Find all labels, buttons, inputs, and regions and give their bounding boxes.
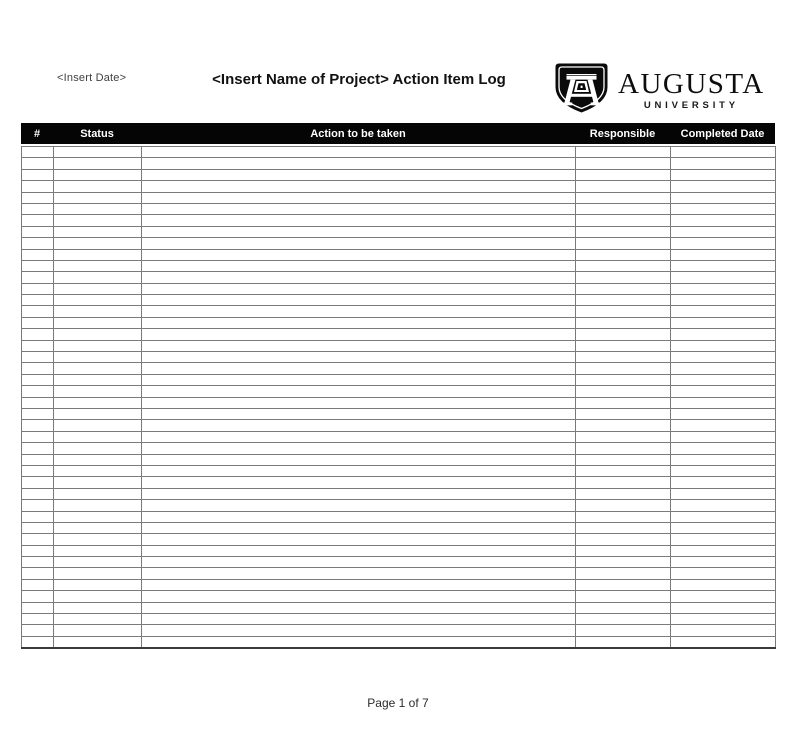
table-row [22,203,776,214]
empty-cell[interactable] [54,249,142,260]
empty-cell[interactable] [54,340,142,351]
empty-cell[interactable] [671,147,776,158]
empty-cell[interactable] [142,477,576,488]
empty-cell[interactable] [22,591,54,602]
empty-cell[interactable] [54,397,142,408]
empty-cell[interactable] [576,545,671,556]
empty-cell[interactable] [576,238,671,249]
table-row [22,317,776,328]
empty-cell[interactable] [54,203,142,214]
empty-cell[interactable] [576,374,671,385]
table-row [22,363,776,374]
empty-cell[interactable] [671,397,776,408]
empty-cell[interactable] [142,522,576,533]
empty-cell[interactable] [54,329,142,340]
empty-cell[interactable] [142,488,576,499]
table-row [22,158,776,169]
empty-cell[interactable] [142,169,576,180]
empty-cell[interactable] [671,352,776,363]
empty-cell[interactable] [142,306,576,317]
empty-cell[interactable] [54,147,142,158]
table-row [22,215,776,226]
table-row [22,386,776,397]
table-row [22,272,776,283]
empty-cell[interactable] [142,386,576,397]
table-row [22,181,776,192]
empty-cell[interactable] [671,283,776,294]
empty-cell[interactable] [22,534,54,545]
logo-institution-subname: UNIVERSITY [643,100,739,111]
empty-cell[interactable] [54,317,142,328]
empty-cell[interactable] [142,272,576,283]
table-row [22,636,776,647]
empty-cell[interactable] [576,260,671,271]
empty-cell[interactable] [54,408,142,419]
column-header-status: Status [80,127,114,140]
logo-wordmark [618,68,765,111]
empty-cell[interactable] [142,591,576,602]
empty-cell[interactable] [22,636,54,647]
empty-cell[interactable] [22,317,54,328]
log-table-grid [21,146,776,649]
empty-cell[interactable] [142,352,576,363]
empty-cell[interactable] [576,431,671,442]
empty-cell[interactable] [54,636,142,647]
empty-cell[interactable] [142,340,576,351]
empty-cell[interactable] [22,374,54,385]
empty-cell[interactable] [576,579,671,590]
empty-cell[interactable] [54,420,142,431]
empty-cell[interactable] [576,158,671,169]
empty-cell[interactable] [576,614,671,625]
empty-cell[interactable] [22,477,54,488]
column-header-responsible: Responsible [589,127,656,140]
empty-cell[interactable] [142,443,576,454]
empty-cell[interactable] [22,408,54,419]
table-row [22,465,776,476]
empty-cell[interactable] [54,591,142,602]
empty-cell[interactable] [576,500,671,511]
table-row [22,260,776,271]
empty-cell[interactable] [142,363,576,374]
table-row [22,545,776,556]
table-row [22,522,776,533]
logo-institution-name: AUGUSTA [618,68,765,100]
empty-cell[interactable] [142,545,576,556]
empty-cell[interactable] [671,215,776,226]
empty-cell[interactable] [22,340,54,351]
empty-cell[interactable] [142,283,576,294]
empty-cell[interactable] [142,420,576,431]
empty-cell[interactable] [142,215,576,226]
empty-cell[interactable] [576,465,671,476]
empty-cell[interactable] [54,579,142,590]
empty-cell[interactable] [671,158,776,169]
empty-cell[interactable] [54,158,142,169]
table-row [22,295,776,306]
empty-cell[interactable] [576,329,671,340]
page-number-label: Page 1 of 7 [367,696,429,710]
empty-cell[interactable] [576,420,671,431]
empty-cell[interactable] [671,181,776,192]
empty-cell[interactable] [54,443,142,454]
empty-cell[interactable] [54,295,142,306]
table-row [22,420,776,431]
empty-cell[interactable] [671,408,776,419]
column-header-number: # [33,127,41,140]
empty-cell[interactable] [576,295,671,306]
empty-cell[interactable] [142,431,576,442]
empty-cell[interactable] [22,625,54,636]
empty-cell[interactable] [22,272,54,283]
empty-cell[interactable] [142,408,576,419]
empty-cell[interactable] [671,488,776,499]
empty-cell[interactable] [671,579,776,590]
empty-cell[interactable] [54,226,142,237]
empty-cell[interactable] [22,329,54,340]
empty-cell[interactable] [22,545,54,556]
empty-cell[interactable] [54,363,142,374]
table-row [22,397,776,408]
empty-cell[interactable] [22,614,54,625]
empty-cell[interactable] [671,511,776,522]
empty-cell[interactable] [671,602,776,613]
empty-cell[interactable] [576,317,671,328]
empty-cell[interactable] [22,568,54,579]
empty-cell[interactable] [54,283,142,294]
empty-cell[interactable] [671,306,776,317]
empty-cell[interactable] [576,192,671,203]
empty-cell[interactable] [671,374,776,385]
table-row [22,488,776,499]
empty-cell[interactable] [54,169,142,180]
table-row [22,169,776,180]
empty-cell[interactable] [671,625,776,636]
empty-cell[interactable] [671,500,776,511]
empty-cell[interactable] [576,488,671,499]
empty-cell[interactable] [671,329,776,340]
empty-cell[interactable] [576,591,671,602]
empty-cell[interactable] [142,329,576,340]
empty-cell[interactable] [22,181,54,192]
empty-cell[interactable] [576,636,671,647]
empty-cell[interactable] [576,283,671,294]
empty-cell[interactable] [671,226,776,237]
empty-cell[interactable] [54,465,142,476]
empty-cell[interactable] [54,374,142,385]
table-row [22,192,776,203]
empty-cell[interactable] [22,226,54,237]
empty-cell[interactable] [142,511,576,522]
augusta-shield-arch-icon [554,62,609,114]
empty-cell[interactable] [576,306,671,317]
empty-cell[interactable] [671,454,776,465]
empty-cell[interactable] [22,295,54,306]
empty-cell[interactable] [576,272,671,283]
table-row [22,374,776,385]
empty-cell[interactable] [576,181,671,192]
empty-cell[interactable] [54,522,142,533]
document-title[interactable]: <Insert Name of Project> Action Item Log [212,71,506,88]
empty-cell[interactable] [22,260,54,271]
table-row [22,147,776,158]
empty-cell[interactable] [576,340,671,351]
empty-cell[interactable] [54,192,142,203]
empty-cell[interactable] [671,465,776,476]
empty-cell[interactable] [142,454,576,465]
empty-cell[interactable] [671,431,776,442]
empty-cell[interactable] [54,625,142,636]
empty-cell[interactable] [54,306,142,317]
table-row [22,352,776,363]
log-table-body [22,147,776,648]
empty-cell[interactable] [54,215,142,226]
empty-cell[interactable] [671,534,776,545]
empty-cell[interactable] [671,614,776,625]
empty-cell[interactable] [22,215,54,226]
empty-cell[interactable] [142,465,576,476]
empty-cell[interactable] [576,511,671,522]
empty-cell[interactable] [576,477,671,488]
empty-cell[interactable] [142,636,576,647]
empty-cell[interactable] [671,557,776,568]
empty-cell[interactable] [576,363,671,374]
empty-cell[interactable] [671,636,776,647]
empty-cell[interactable] [142,192,576,203]
empty-cell[interactable] [22,431,54,442]
empty-cell[interactable] [142,614,576,625]
empty-cell[interactable] [22,363,54,374]
empty-cell[interactable] [22,500,54,511]
table-row [22,557,776,568]
empty-cell[interactable] [54,386,142,397]
empty-cell[interactable] [576,454,671,465]
empty-cell[interactable] [671,249,776,260]
empty-cell[interactable] [54,534,142,545]
empty-cell[interactable] [671,386,776,397]
empty-cell[interactable] [54,568,142,579]
empty-cell[interactable] [142,295,576,306]
empty-cell[interactable] [671,260,776,271]
empty-cell[interactable] [576,386,671,397]
empty-cell[interactable] [671,272,776,283]
empty-cell[interactable] [576,226,671,237]
empty-cell[interactable] [22,397,54,408]
empty-cell[interactable] [576,602,671,613]
empty-cell[interactable] [22,511,54,522]
table-row [22,579,776,590]
empty-cell[interactable] [576,397,671,408]
empty-cell[interactable] [22,488,54,499]
empty-cell[interactable] [54,488,142,499]
table-row [22,625,776,636]
empty-cell[interactable] [22,147,54,158]
empty-cell[interactable] [671,568,776,579]
empty-cell[interactable] [671,591,776,602]
empty-cell[interactable] [671,363,776,374]
table-row [22,408,776,419]
empty-cell[interactable] [671,522,776,533]
empty-cell[interactable] [22,557,54,568]
empty-cell[interactable] [54,614,142,625]
column-header-action: Action to be taken [310,127,406,140]
empty-cell[interactable] [22,465,54,476]
empty-cell[interactable] [22,283,54,294]
empty-cell[interactable] [22,352,54,363]
empty-cell[interactable] [22,169,54,180]
empty-cell[interactable] [22,203,54,214]
table-row [22,249,776,260]
empty-cell[interactable] [671,340,776,351]
table-row [22,431,776,442]
empty-cell[interactable] [142,579,576,590]
empty-cell[interactable] [142,397,576,408]
insert-date-placeholder[interactable]: <Insert Date> [57,72,127,84]
empty-cell[interactable] [54,545,142,556]
empty-cell[interactable] [142,534,576,545]
table-row [22,454,776,465]
empty-cell[interactable] [671,238,776,249]
empty-cell[interactable] [22,602,54,613]
table-row [22,534,776,545]
empty-cell[interactable] [576,408,671,419]
empty-cell[interactable] [54,431,142,442]
empty-cell[interactable] [142,557,576,568]
empty-cell[interactable] [671,203,776,214]
table-row [22,443,776,454]
empty-cell[interactable] [142,602,576,613]
empty-cell[interactable] [671,545,776,556]
empty-cell[interactable] [142,317,576,328]
empty-cell[interactable] [576,249,671,260]
empty-cell[interactable] [576,443,671,454]
empty-cell[interactable] [576,568,671,579]
empty-cell[interactable] [54,352,142,363]
empty-cell[interactable] [671,295,776,306]
empty-cell[interactable] [22,420,54,431]
table-row [22,477,776,488]
empty-cell[interactable] [576,169,671,180]
column-header-completed-date: Completed Date [680,127,765,140]
table-row [22,226,776,237]
empty-cell[interactable] [22,386,54,397]
empty-cell[interactable] [576,203,671,214]
empty-cell[interactable] [54,557,142,568]
empty-cell[interactable] [142,260,576,271]
table-row [22,500,776,511]
table-row [22,568,776,579]
empty-cell[interactable] [54,181,142,192]
empty-cell[interactable] [54,260,142,271]
table-row [22,614,776,625]
empty-cell[interactable] [22,158,54,169]
empty-cell[interactable] [54,454,142,465]
empty-cell[interactable] [576,557,671,568]
empty-cell[interactable] [671,420,776,431]
action-item-log-table [21,123,775,649]
empty-cell[interactable] [142,203,576,214]
empty-cell[interactable] [54,602,142,613]
empty-cell[interactable] [22,454,54,465]
empty-cell[interactable] [671,443,776,454]
empty-cell[interactable] [22,238,54,249]
empty-cell[interactable] [22,443,54,454]
table-row [22,283,776,294]
table-row [22,591,776,602]
empty-cell[interactable] [142,226,576,237]
empty-cell[interactable] [671,477,776,488]
empty-cell[interactable] [54,511,142,522]
empty-cell[interactable] [22,579,54,590]
empty-cell[interactable] [576,522,671,533]
empty-cell[interactable] [671,317,776,328]
table-row [22,306,776,317]
empty-cell[interactable] [54,500,142,511]
table-header-row [21,123,775,144]
empty-cell[interactable] [576,534,671,545]
empty-cell[interactable] [671,192,776,203]
empty-cell[interactable] [142,181,576,192]
empty-cell[interactable] [142,238,576,249]
empty-cell[interactable] [142,158,576,169]
table-row [22,340,776,351]
empty-cell[interactable] [142,147,576,158]
empty-cell[interactable] [22,192,54,203]
empty-cell[interactable] [142,374,576,385]
empty-cell[interactable] [142,500,576,511]
empty-cell[interactable] [576,352,671,363]
empty-cell[interactable] [54,272,142,283]
empty-cell[interactable] [22,522,54,533]
empty-cell[interactable] [54,238,142,249]
empty-cell[interactable] [576,215,671,226]
empty-cell[interactable] [576,147,671,158]
empty-cell[interactable] [22,249,54,260]
empty-cell[interactable] [22,306,54,317]
empty-cell[interactable] [576,625,671,636]
table-row [22,238,776,249]
table-row [22,511,776,522]
empty-cell[interactable] [671,169,776,180]
empty-cell[interactable] [142,625,576,636]
empty-cell[interactable] [54,477,142,488]
empty-cell[interactable] [142,568,576,579]
augusta-university-logo [554,62,765,114]
empty-cell[interactable] [142,249,576,260]
table-row [22,329,776,340]
table-row [22,602,776,613]
